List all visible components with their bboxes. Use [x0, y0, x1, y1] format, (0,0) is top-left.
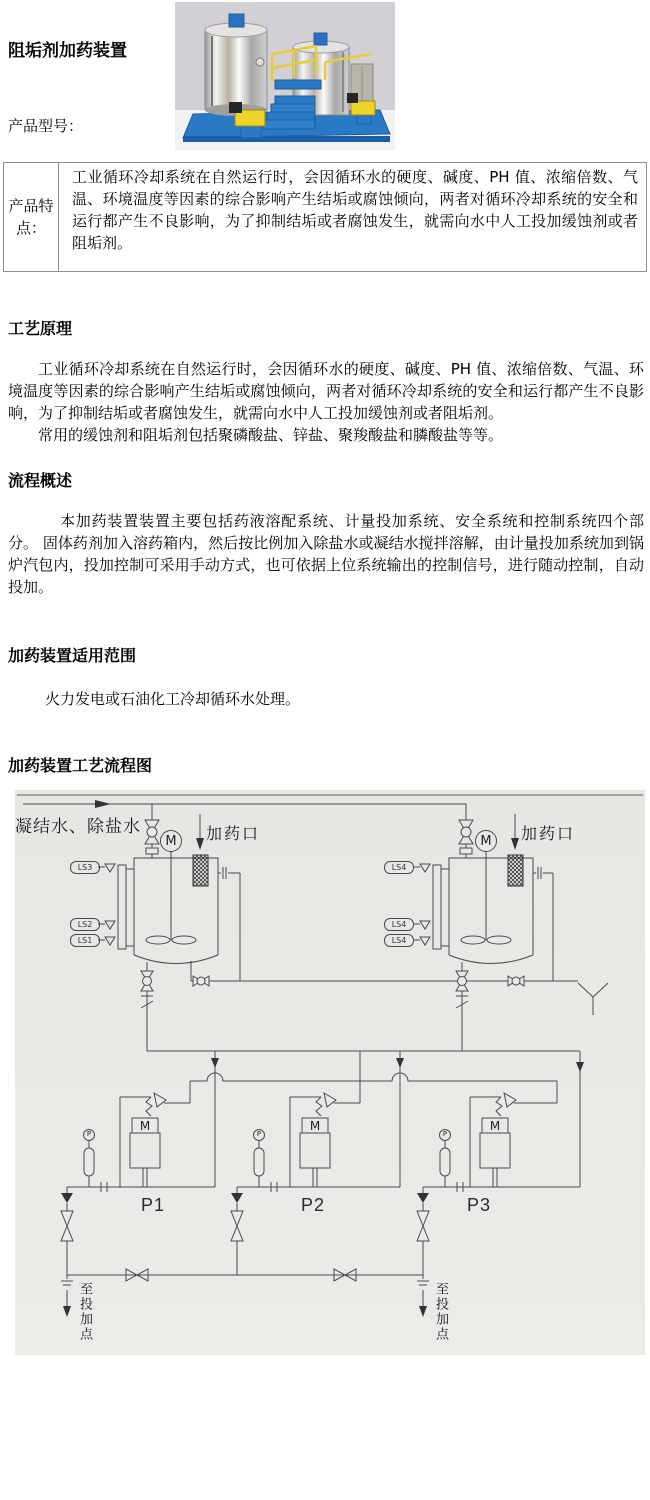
tank-motor-label-right: M: [480, 834, 492, 849]
process-flow-diagram: [15, 790, 645, 1355]
section-heading-application-range: 加药装置适用范围: [8, 646, 137, 665]
flow-diagram-graphic: [15, 790, 645, 1355]
skid-edge: [183, 136, 390, 142]
tank-motor: [229, 14, 244, 27]
paragraph: 火力发电或石油化工冷却循环水处理。: [45, 690, 301, 708]
flow-arrow: [95, 800, 111, 808]
product-photo: [175, 2, 395, 150]
pump2-name: P2: [301, 1195, 326, 1215]
dissolving-tank-right: [413, 814, 578, 1051]
pump1-gauge-label: P: [86, 1130, 92, 1138]
pump1-name: P1: [141, 1195, 166, 1215]
dose-arrow: [511, 838, 519, 850]
dissolving-tank-left: [98, 814, 508, 1051]
features-table: [3, 162, 647, 272]
pump1-motor-label: M: [139, 1119, 151, 1133]
drain-funnel: [578, 983, 608, 1015]
outlet-left: [61, 1275, 73, 1317]
paragraph: 常用的缓蚀剂和阻垢剂包括聚磷酸盐、锌盐、聚羧酸盐和膦酸盐等等。: [38, 426, 504, 444]
dosing-port-left: [193, 855, 208, 886]
relief-valve-symbol: [504, 1093, 516, 1107]
relief-valve-spring: [146, 1097, 152, 1116]
level-switch-ls1: LS1: [70, 934, 100, 947]
features-table-content: 工业循环冷却系统在自然运行时，会因循环水的硬度、碱度、PH 值、浓缩倍数、气温、环境温度等因素的综合影响产生结垢或腐蚀倾向，两者对循环冷却系统的安全和运行都产生不良影响，为了抑制结垢或者腐蚀发生，就需向水中人工投加缓蚀剂或者阻垢剂。: [72, 168, 638, 252]
tank-motor: [314, 33, 327, 45]
dosing-port-right: [508, 855, 523, 886]
check-valve: [61, 1193, 73, 1203]
level-switch-ls2: LS2: [70, 918, 100, 931]
paragraph: 本加药装置装置主要包括药液溶配系统、计量投加系统、安全系统和控制系统四个部分。 固体药剂加入溶药箱内，然后按比例加入除盐水或凝结水搅拌溶解，由计量投加系统加到锅炉汽包内，投加控制可采用手动方式，也可依据上位系统输出的控制信号，进行随动控制，自动投加。: [8, 512, 644, 596]
dose-port-label-left: 加药口: [206, 824, 261, 843]
section-body-process-overview: [8, 510, 644, 598]
level-switch-ls4-a: LS4: [384, 861, 414, 874]
section-heading-process-overview: 流程概述: [8, 471, 73, 490]
photo-left-tank: [205, 14, 267, 116]
relief-valve-symbol: [324, 1093, 336, 1107]
pump-body: [130, 1133, 160, 1168]
pump3-gauge-label: P: [442, 1130, 448, 1138]
pump-body: [300, 1133, 330, 1168]
section-body-process-principle: [8, 358, 644, 446]
level-switch-ls4-b: LS4: [384, 918, 414, 931]
to-dosing-point-label-right: 至投加点: [433, 1282, 448, 1342]
dose-port-label-right: 加药口: [521, 824, 576, 843]
section-heading-process-principle: 工艺原理: [8, 319, 73, 338]
product-model-label: 产品型号：: [8, 117, 84, 135]
dose-arrow: [196, 838, 204, 850]
features-table-header: 产品特点：: [4, 163, 59, 271]
to-dosing-point-label-left: 至投加点: [77, 1282, 92, 1342]
section-body-application-range: [8, 688, 644, 710]
feed-water-label: 凝结水、除盐水: [15, 817, 141, 837]
level-switch-ls3: LS3: [70, 861, 100, 874]
tank-motor-label-left: M: [165, 834, 177, 849]
paragraph: 工业循环冷却系统在自然运行时，会因循环水的硬度、碱度、PH 值、浓缩倍数、气温、环境温度等因素的综合影响产生结垢或腐蚀倾向，两者对循环冷却系统的安全和运行都产生不良影响，为了抑制结垢或者腐蚀发生，就需向水中人工投加缓蚀剂或者阻垢剂。: [8, 360, 644, 422]
section-heading-flow-diagram: 加药装置工艺流程图: [8, 756, 153, 775]
product-photo-graphic: [175, 2, 395, 150]
check-valve: [231, 1193, 243, 1203]
relief-valve-spring: [496, 1097, 502, 1116]
pump3-motor-label: M: [489, 1119, 501, 1133]
outlet-right: [417, 1275, 429, 1317]
pump2-gauge-label: P: [256, 1130, 262, 1138]
check-valve: [417, 1193, 429, 1203]
page-title: 阻垢剂加药装置: [8, 41, 127, 61]
level-switch-ls4-c: LS4: [384, 934, 414, 947]
pump2-motor-label: M: [309, 1119, 321, 1133]
pump3-name: P3: [467, 1195, 492, 1215]
pump-body: [480, 1133, 510, 1168]
relief-valve-spring: [316, 1097, 322, 1116]
relief-valve-symbol: [154, 1093, 166, 1107]
